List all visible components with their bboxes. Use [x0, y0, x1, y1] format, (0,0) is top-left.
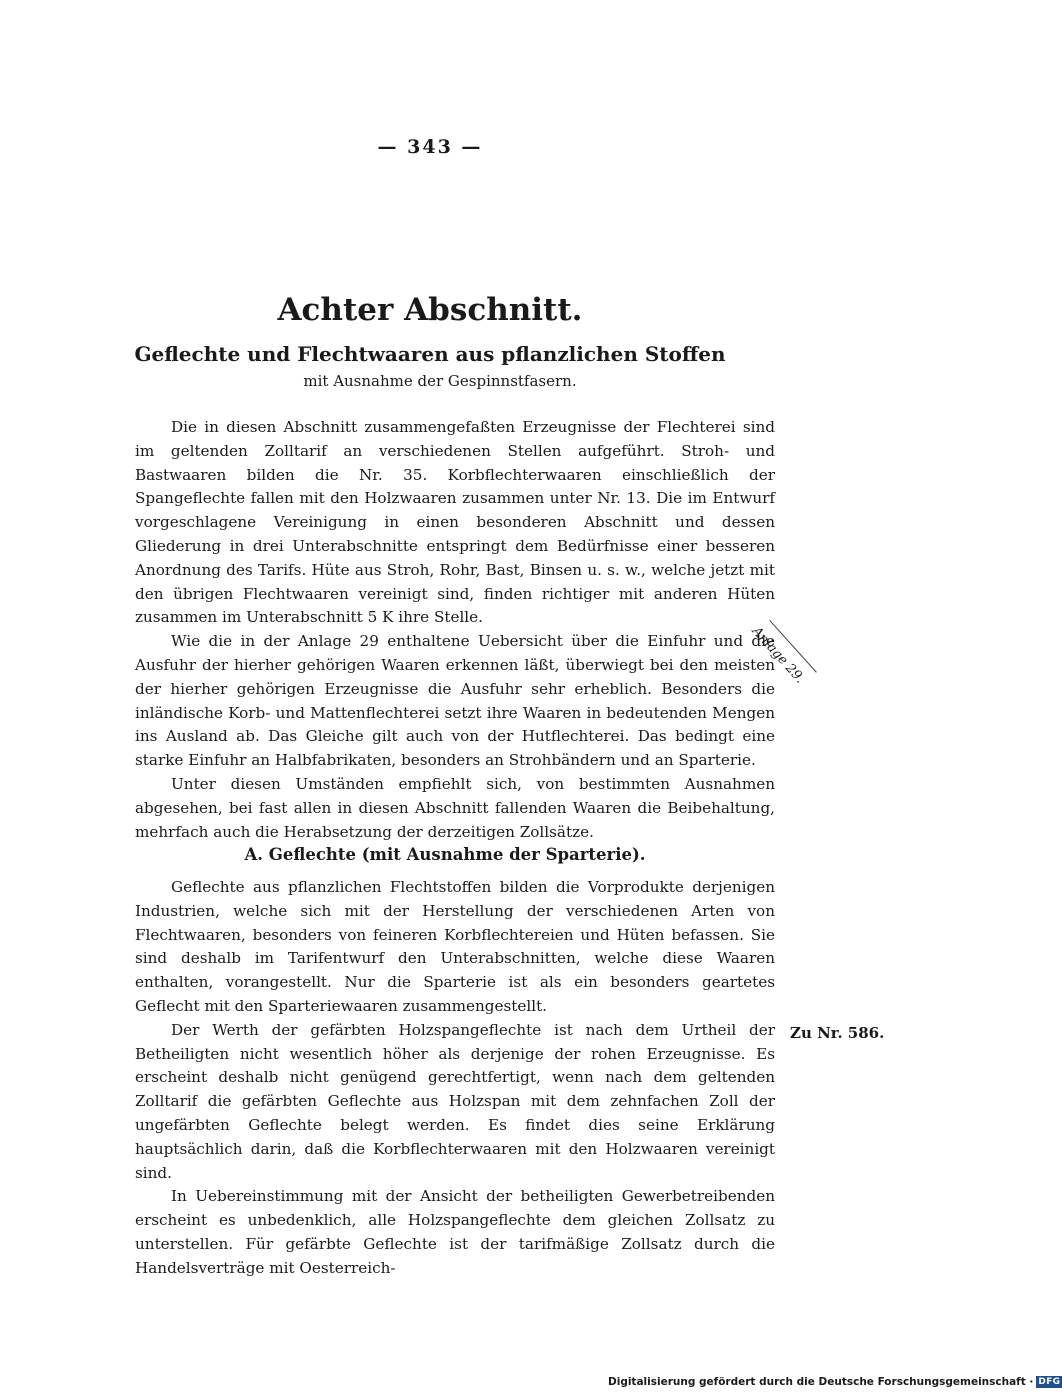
section-subtitle-note: mit Ausnahme der Gespinnstfasern. — [303, 372, 577, 390]
body-text-intro — [135, 416, 775, 844]
body-text-section-a — [135, 876, 775, 1281]
section-subtitle: Geflechte und Flechtwaaren aus pflanzlichen Stoffen — [134, 342, 726, 366]
paragraph: Der Werth der gefärbten Holzspangeflechte ist nach dem Urtheil der Betheiligten nicht wesentlich höher als derjenige der rohen Erzeugnisse. Es erscheint deshalb nicht genügend gerechtfertigt, wenn nach dem geltenden Zolltarif die gefärbten Geflechte aus Holzspan mit dem zehnfachen Zoll der ungefärbten Geflechte belegt werden. Es findet dies seine Erklärung hauptsächlich darin, daß die Korbflechterwaaren mit den Holzwaaren vereinigt sind. — [135, 1020, 775, 1182]
footer-credit-text: Digitalisierung gefördert durch die Deutsche Forschungsgemeinschaft · — [608, 1376, 1034, 1388]
margin-note-zu-nr: Zu Nr. 586. — [790, 1024, 885, 1042]
paragraph: In Uebereinstimmung mit der Ansicht der betheiligten Gewerbetreibenden erscheint es unbedenklich, alle Holzspangeflechte dem gleichen Zollsatz zu unterstellen. Für gefärbte Geflechte ist der tarifmäßige Zollsatz durch die Handelsverträge mit Oesterreich- — [135, 1187, 775, 1277]
paragraph: Geflechte aus pflanzlichen Flechtstoffen bilden die Vorprodukte derjenigen Industrien, welche sich mit der Herstellung der verschiedenen Arten von Flechtwaaren, besonders von feineren Korbflechtereien und Hüten befassen. Sie sind deshalb im Tarifentwurf den Unterabschnitten, welche diese Waaren enthalten, vorangestellt. Nur die Sparterie ist als ein besonders geartetes Geflecht mit den Sparteriewaaren zusammengestellt. — [135, 878, 775, 1015]
section-title: Achter Abschnitt. — [277, 292, 583, 328]
page-number: — 343 — — [377, 136, 483, 158]
paragraph: Die in diesen Abschnitt zusammengefaßten Erzeugnisse der Flechterei sind im geltenden Zolltarif an verschiedenen Stellen aufgeführt. Stroh- und Bastwaaren bilden die Nr. 35. Korbflechterwaaren einschließlich der Spangeflechte fallen mit den Holzwaaren zusammen unter Nr. 13. Die im Entwurf vorgeschlagene Vereinigung in einen besonderen Abschnitt und dessen Gliederung in drei Unterabschnitte entspringt dem Bedürfnisse einer besseren Anordnung des Tarifs. Hüte aus Stroh, Rohr, Bast, Binsen u. s. w., welche jetzt mit den übrigen Flechtwaaren vereinigt sind, finden richtiger mit anderen Hüten zusammen im Unterabschnitt 5 K ihre Stelle. — [135, 418, 775, 627]
footer-credit — [608, 1376, 1061, 1388]
paragraph: Unter diesen Umständen empfiehlt sich, von bestimmten Ausnahmen abgesehen, bei fast allen in diesen Abschnitt fallenden Waaren die Beibehaltung, mehrfach auch die Herabsetzung der derzeitigen Zollsätze. — [135, 774, 775, 841]
paragraph: Wie die in der Anlage 29 enthaltene Uebersicht über die Einfuhr und die Ausfuhr der hierher gehörigen Waaren erkennen läßt, überwiegt bei den meisten der hierher gehörigen Erzeugnisse die Ausfuhr sehr erheblich. Besonders die inländische Korb- und Mattenflechterei setzt ihre Waaren in bedeutenden Mengen ins Ausland ab. Das Gleiche gilt auch von der Hutflechterei. Das bedingt eine starke Einfuhr an Halbfabrikaten, besonders an Strohbändern und an Sparterie. — [135, 632, 775, 770]
margin-note-anlage: Anlage 29. — [748, 624, 808, 687]
dfg-logo-icon: DFG — [1038, 1377, 1061, 1387]
subsection-heading: A. Geflechte (mit Ausnahme der Sparterie). — [244, 845, 646, 864]
